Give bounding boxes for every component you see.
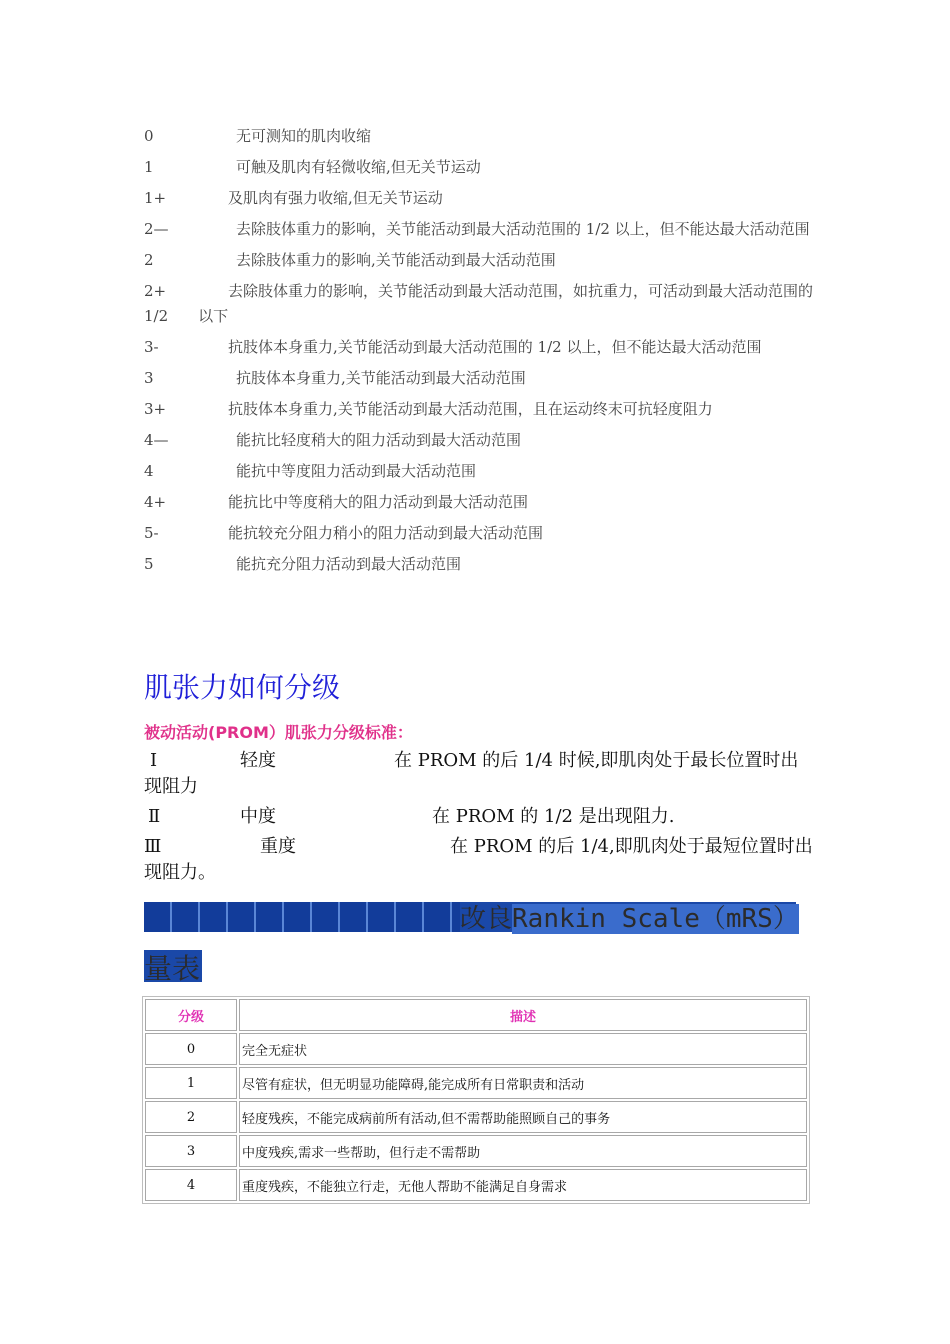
prom-description: 在 PROM 的后 1/4 时候,即肌肉处于最长位置时出现阻力: [144, 750, 799, 797]
table-row: [145, 1101, 807, 1133]
grade-description: 去除肢体重力的影响，关节能活动到最大活动范围，如抗重力，可活动到最大活动范围的 1/2 以下: [144, 282, 844, 325]
prom-description: 在 PROM 的后 1/4,即肌肉处于最短位置时出现阻力。: [144, 836, 813, 883]
grade-level: 1: [144, 158, 154, 176]
table-cell-grade: 3: [145, 1135, 237, 1167]
table-cell-grade: 1: [145, 1067, 237, 1099]
grade-level: 3+: [144, 400, 167, 418]
table-cell-description: 中度残疾,需求一些帮助，但行走不需帮助: [239, 1135, 807, 1167]
prom-row: [144, 748, 814, 800]
prom-subheading: 被动活动(PROM）肌张力分级标准：: [144, 723, 413, 742]
grade-level: 4: [144, 462, 154, 480]
grade-level: 3-: [144, 338, 159, 356]
grade-row: [144, 521, 814, 546]
grade-description: 能抗较充分阻力稍小的阻力活动到最大活动范围: [228, 524, 544, 542]
grade-row: [144, 397, 814, 422]
grade-level: 2+: [144, 282, 167, 300]
grade-description: 抗肢体本身重力,关节能活动到最大活动范围: [236, 369, 526, 387]
grade-row: [144, 459, 814, 484]
grade-level: 4—: [144, 431, 169, 449]
grade-description: 可触及肌肉有轻微收缩,但无关节运动: [236, 158, 481, 176]
table-header-grade: 分级: [145, 999, 237, 1031]
grade-row: [144, 124, 814, 149]
grade-description: 无可测知的肌肉收缩: [236, 127, 372, 145]
grade-level: 2: [144, 251, 154, 269]
grade-level: 5: [144, 555, 154, 573]
prom-degree: 轻度: [240, 750, 276, 771]
table-header-description: 描述: [239, 999, 807, 1031]
grade-description: 能抗充分阻力活动到最大活动范围: [236, 555, 462, 573]
prom-degree: 重度: [260, 836, 296, 857]
grade-row: [144, 186, 814, 211]
grade-row: [144, 428, 814, 453]
mrs-title-line2: 量表: [144, 952, 201, 985]
grade-row: [144, 335, 814, 360]
grade-row: [144, 217, 814, 242]
grade-description: 及肌肉有强力收缩,但无关节运动: [228, 189, 443, 207]
grade-row: [144, 279, 844, 329]
table-cell-description: 重度残疾，不能独立行走，无他人帮助不能满足自身需求: [239, 1169, 807, 1201]
prom-grade-list: [144, 748, 814, 890]
grade-description: 去除肢体重力的影响，关节能活动到最大活动范围的 1/2 以上，但不能达最大活动范围: [236, 220, 810, 238]
table-row: [145, 1135, 807, 1167]
prom-row: [144, 834, 814, 886]
mrs-title: [460, 898, 799, 935]
grade-row: [144, 552, 814, 577]
grade-description: 能抗中等度阻力活动到最大活动范围: [236, 462, 477, 480]
table-header-row: [145, 999, 807, 1031]
grade-row: [144, 248, 814, 273]
mrs-title-part: 改良: [460, 904, 513, 934]
grade-description: 能抗比轻度稍大的阻力活动到最大活动范围: [236, 431, 522, 449]
grade-level: 5-: [144, 524, 159, 542]
table-cell-description: 完全无症状: [239, 1033, 807, 1065]
table-row: [145, 1067, 807, 1099]
muscle-strength-grade-list: [144, 124, 844, 583]
grade-level: 0: [144, 127, 154, 145]
grade-description: 去除肢体重力的影响,关节能活动到最大活动范围: [236, 251, 556, 269]
grade-level: 1+: [144, 189, 167, 207]
mrs-table: [142, 996, 810, 1204]
grade-level: 4+: [144, 493, 167, 511]
grade-level: 2—: [144, 220, 169, 238]
prom-description: 在 PROM 的 1/2 是出现阻力.: [432, 806, 675, 827]
grade-level: 3: [144, 369, 154, 387]
muscle-tone-heading: 肌张力如何分级: [144, 671, 341, 704]
prom-degree: 中度: [240, 806, 276, 827]
table-cell-description: 轻度残疾，不能完成病前所有活动,但不需帮助能照顾自己的事务: [239, 1101, 807, 1133]
table-row: [145, 1033, 807, 1065]
grade-description: 能抗比中等度稍大的阻力活动到最大活动范围: [228, 493, 529, 511]
grade-row: [144, 490, 814, 515]
mrs-title-part: Rankin Scale（mRS）: [512, 904, 799, 934]
prom-level: Ⅲ: [144, 836, 162, 857]
table-cell-grade: 4: [145, 1169, 237, 1201]
table-cell-grade: 2: [145, 1101, 237, 1133]
grade-description: 抗肢体本身重力,关节能活动到最大活动范围，且在运动终末可抗轻度阻力: [228, 400, 713, 418]
prom-level: Ⅰ: [150, 750, 158, 771]
grade-row: [144, 155, 814, 180]
grade-description: 抗肢体本身重力,关节能活动到最大活动范围的 1/2 以上，但不能达最大活动范围: [228, 338, 762, 356]
table-row: [145, 1169, 807, 1201]
prom-row: [144, 804, 814, 830]
prom-level: Ⅱ: [148, 806, 161, 827]
table-cell-description: 尽管有症状，但无明显功能障碍,能完成所有日常职责和活动: [239, 1067, 807, 1099]
table-cell-grade: 0: [145, 1033, 237, 1065]
grade-row: [144, 366, 814, 391]
